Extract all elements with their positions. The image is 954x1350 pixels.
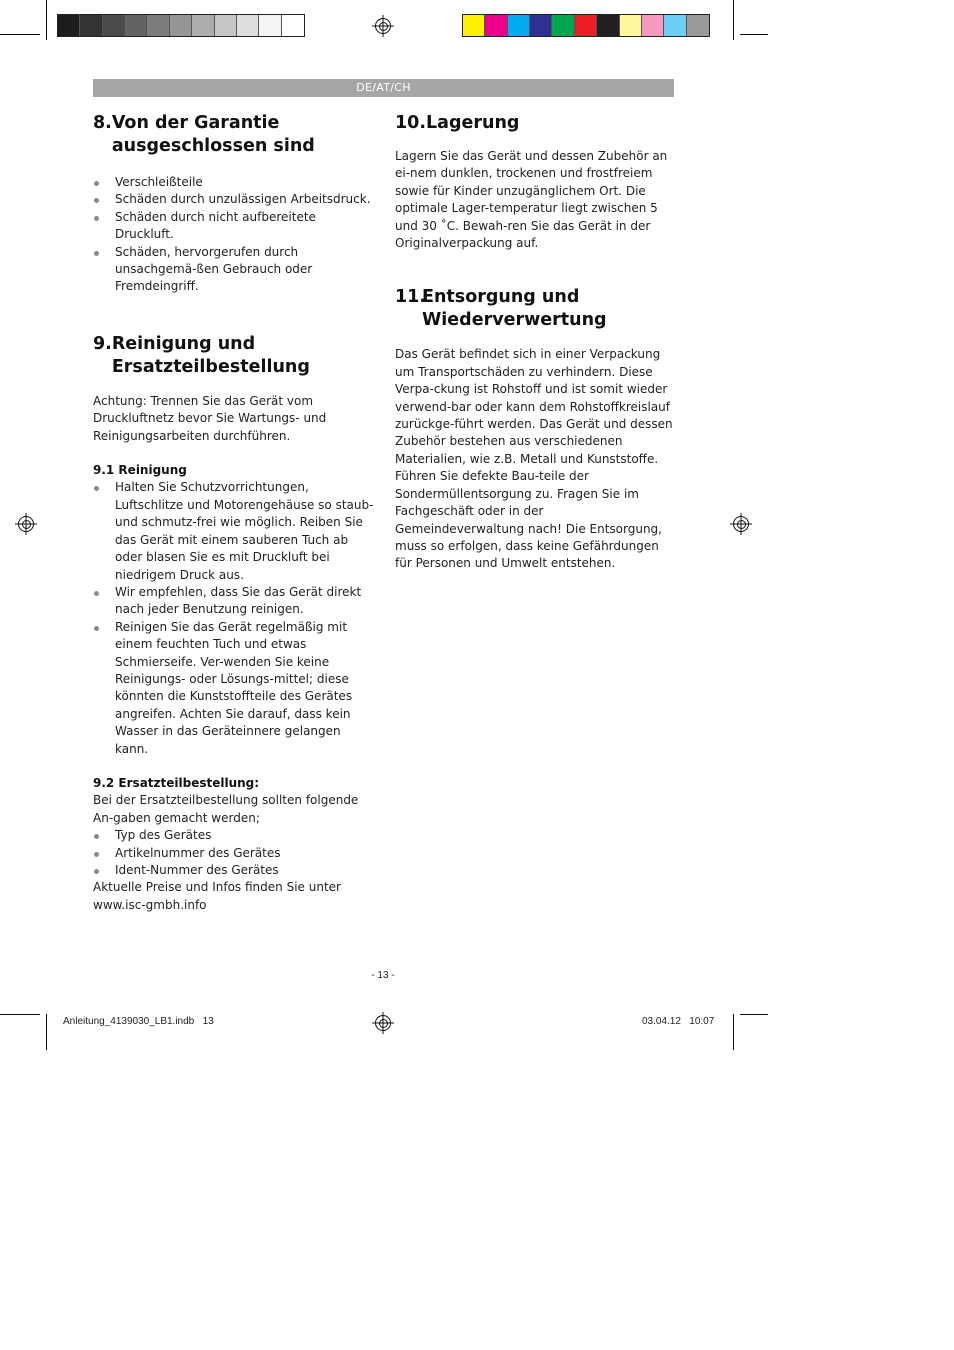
region-header-band: DE/AT/CH bbox=[93, 79, 674, 97]
section-9-intro: Achtung: Trennen Sie das Gerät vom Druckluftnetz bevor Sie Wartungs- und Reinigungsarbeiten durchführen. bbox=[93, 393, 327, 443]
color-swatch bbox=[192, 15, 214, 36]
section-number: 11. bbox=[395, 287, 427, 308]
subsection-9-2-heading: 9.2 Ersatzteilbestellung: bbox=[93, 775, 260, 790]
list-item: Artikelnummer des Gerätes bbox=[93, 845, 375, 862]
section-title: Reinigung und Ersatzteilbestellung bbox=[111, 333, 310, 377]
list-item: Typ des Gerätes bbox=[93, 827, 375, 844]
color-swatch bbox=[687, 15, 709, 36]
list-item: Halten Sie Schutzvorrichtungen, Luftschlitze und Motorengehäuse so staub- und schmutz-frei wie möglich. Reiben Sie das Gerät mit einem sauberen Tuch ab oder blasen Sie es mit Druckluft bei niedrigem Druck aus. bbox=[93, 479, 375, 583]
section-number: 10. bbox=[395, 113, 427, 133]
spare-parts-outro: Aktuelle Preise und Infos finden Sie unter bbox=[93, 880, 341, 895]
color-swatch bbox=[664, 15, 686, 36]
print-slug-datetime: 03.04.12 10:07 bbox=[642, 1016, 715, 1027]
grayscale-color-bar bbox=[57, 14, 305, 37]
list-item: Ident-Nummer des Gerätes bbox=[93, 862, 375, 879]
right-column bbox=[395, 112, 675, 573]
left-column bbox=[93, 112, 375, 914]
color-swatch bbox=[463, 15, 485, 36]
color-swatch bbox=[530, 15, 552, 36]
print-slug-filename: Anleitung_4139030_LB1.indb 13 bbox=[63, 1016, 214, 1027]
section-10-heading bbox=[395, 112, 675, 135]
spare-parts-list bbox=[93, 827, 375, 879]
subsection-9-1-heading: 9.1 Reinigung bbox=[93, 463, 187, 478]
section-9-heading bbox=[93, 333, 375, 379]
section-number: 9. bbox=[93, 333, 112, 354]
crop-mark bbox=[46, 0, 47, 40]
list-item: Schäden durch unzulässigen Arbeitsdruck. bbox=[93, 191, 375, 208]
section-11-body: Das Gerät befindet sich in einer Verpackung um Transportschäden zu verhindern. Diese Verpa-ckung ist Rohstoff und ist somit wieder verwend-bar oder kann dem Rohstoffkreislauf zurückge-führt werden. Das Gerät und dessen Zubehör bestehen aus verschiedenen Materialien, wie z.B. Metall und Kunststoffe. Führen Sie defekte Bau-teile der Sondermüllentsorgung zu. Fragen Sie im Fachgeschäft oder in der Gemeindeverwaltung nach! Die Entsorgung, muss so erfolgen, dass keine Gefährdungen für Personen und Umwelt entstehen. bbox=[395, 347, 673, 571]
warranty-exclusion-list bbox=[93, 174, 375, 296]
registration-mark-icon bbox=[733, 516, 749, 532]
color-swatch bbox=[147, 15, 169, 36]
list-item: Reinigen Sie das Gerät regelmäßig mit einem feuchten Tuch und etwas Schmierseife. Ver-wenden Sie keine Reinigungs- oder Lösungs-mittel; diese könnten die Kunststoffteile des Gerätes angreifen. Achten Sie darauf, dass kein Wasser in das Geräteinnere gelangen kann. bbox=[93, 619, 375, 758]
color-swatch bbox=[259, 15, 281, 36]
color-swatch bbox=[508, 15, 530, 36]
color-swatch bbox=[125, 15, 147, 36]
section-10-body: Lagern Sie das Gerät und dessen Zubehör an ei-nem dunklen, trockenen und frostfreiem sowie für Kinder unzugänglichem Ort. Die optimale Lager-temperatur liegt zwischen 5 und 30 ˚C. Bewah-ren Sie das Gerät in der Originalverpackung auf. bbox=[395, 149, 668, 251]
color-swatch bbox=[237, 15, 259, 36]
color-swatch bbox=[597, 15, 619, 36]
crop-mark bbox=[733, 1014, 734, 1050]
list-item: Verschleißteile bbox=[93, 174, 375, 191]
color-swatch bbox=[58, 15, 80, 36]
cleaning-list bbox=[93, 479, 375, 758]
color-swatch bbox=[215, 15, 237, 36]
color-swatch bbox=[575, 15, 597, 36]
color-swatch bbox=[620, 15, 642, 36]
registration-mark-icon bbox=[375, 18, 391, 34]
color-swatch bbox=[80, 15, 102, 36]
color-swatch bbox=[103, 15, 125, 36]
section-number: 8. bbox=[93, 113, 112, 133]
website-link[interactable]: www.isc-gmbh.info bbox=[93, 897, 207, 912]
section-title: Lagerung bbox=[426, 113, 520, 133]
list-item: Wir empfehlen, dass Sie das Gerät direkt nach jeder Benutzung reinigen. bbox=[93, 584, 375, 619]
section-8-heading bbox=[93, 112, 375, 158]
color-swatch bbox=[642, 15, 664, 36]
crop-mark bbox=[733, 0, 734, 40]
color-swatch bbox=[485, 15, 507, 36]
color-swatch bbox=[552, 15, 574, 36]
spare-parts-intro: Bei der Ersatzteilbestellung sollten folgende An-gaben gemacht werden; bbox=[93, 793, 359, 825]
section-title: Von der Garantie ausgeschlossen sind bbox=[111, 113, 315, 156]
crop-mark bbox=[740, 1014, 768, 1015]
list-item: Schäden, hervorgerufen durch unsachgemä-ßen Gebrauch oder Fremdeingriff. bbox=[93, 244, 375, 296]
crop-mark bbox=[0, 1014, 40, 1015]
color-swatch bbox=[170, 15, 192, 36]
section-title: Entsorgung und Wiederverwertung bbox=[422, 287, 607, 331]
list-item: Schäden durch nicht aufbereitete Druckluft. bbox=[93, 209, 375, 244]
page-number: - 13 - bbox=[371, 970, 395, 981]
crop-mark bbox=[0, 34, 40, 35]
registration-mark-icon bbox=[18, 516, 34, 532]
registration-mark-icon bbox=[375, 1015, 391, 1031]
section-11-heading bbox=[395, 286, 675, 332]
crop-mark bbox=[740, 34, 768, 35]
crop-mark bbox=[46, 1014, 47, 1050]
process-color-bar bbox=[462, 14, 710, 37]
color-swatch bbox=[282, 15, 304, 36]
